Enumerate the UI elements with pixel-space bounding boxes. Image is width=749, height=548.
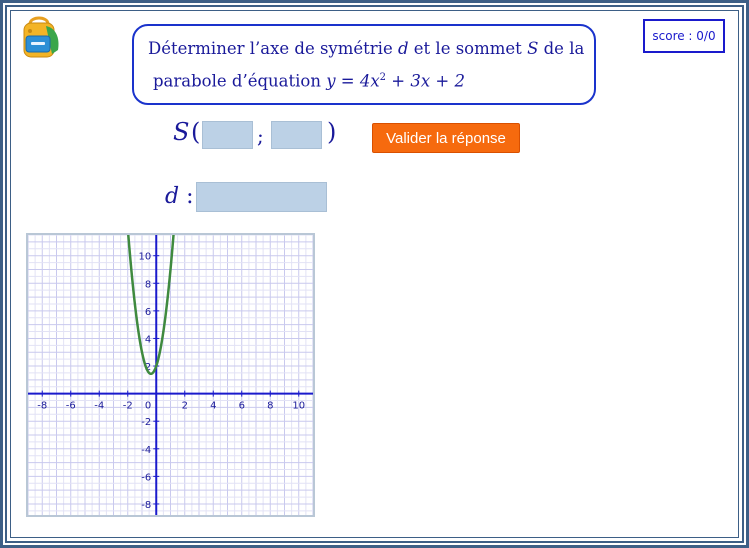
equation-lhs: y = 4x <box>326 71 380 91</box>
parabola-graph <box>28 235 313 515</box>
x-tick-label: 10 <box>292 400 306 412</box>
x-tick-label: 6 <box>238 400 245 412</box>
validate-button[interactable]: Valider la réponse <box>372 123 520 153</box>
axis-input[interactable] <box>196 182 327 212</box>
equation-rhs: + 3x + 2 <box>386 71 465 91</box>
question-text-3: de la <box>538 39 585 58</box>
x-tick-label: -6 <box>65 400 76 412</box>
equation-exponent: 2 <box>379 72 387 83</box>
y-tick-label: 10 <box>138 251 152 263</box>
y-tick-label: 4 <box>144 334 152 346</box>
graph-panel[interactable] <box>26 233 315 517</box>
x-tick-label: -4 <box>94 400 105 412</box>
question-line-2 <box>148 63 594 96</box>
x-tick-label: 2 <box>181 400 188 412</box>
origin-label: 0 <box>144 400 152 412</box>
y-tick-label: -4 <box>141 444 152 456</box>
x-tick-label: 4 <box>210 400 217 412</box>
vertex-label: S <box>173 118 190 146</box>
question-box <box>132 24 596 105</box>
x-tick-label: -8 <box>37 400 48 412</box>
question-line-1 <box>148 34 594 63</box>
axis-label-var: d <box>165 184 180 209</box>
vertex-x-input[interactable] <box>202 121 253 149</box>
x-tick-label: -2 <box>122 400 133 412</box>
axis-variable: d <box>397 39 409 58</box>
y-tick-label: -6 <box>141 472 152 484</box>
vertex-y-input[interactable] <box>271 121 322 149</box>
question-text-1: Déterminer l’axe de symétrie <box>148 39 398 58</box>
y-tick-label: -2 <box>141 417 152 429</box>
separator: ; <box>257 124 264 148</box>
y-tick-label: -8 <box>141 499 152 511</box>
vertex-variable: S <box>527 39 539 58</box>
y-tick-label: 8 <box>144 279 152 291</box>
y-tick-label: 6 <box>144 306 152 318</box>
backpack-icon <box>16 14 62 60</box>
question-text-2: et le sommet <box>408 39 528 58</box>
score-display <box>643 19 725 53</box>
x-tick-label: 8 <box>267 400 274 412</box>
open-paren: ( <box>191 118 201 146</box>
question-text-4: parabole d’équation <box>153 71 327 91</box>
close-paren: ) <box>327 118 337 146</box>
axis-label <box>165 184 194 209</box>
score-text: score : 0/0 <box>652 29 716 43</box>
y-tick-label: 2 <box>144 362 152 374</box>
axis-label-colon: : <box>179 184 194 209</box>
